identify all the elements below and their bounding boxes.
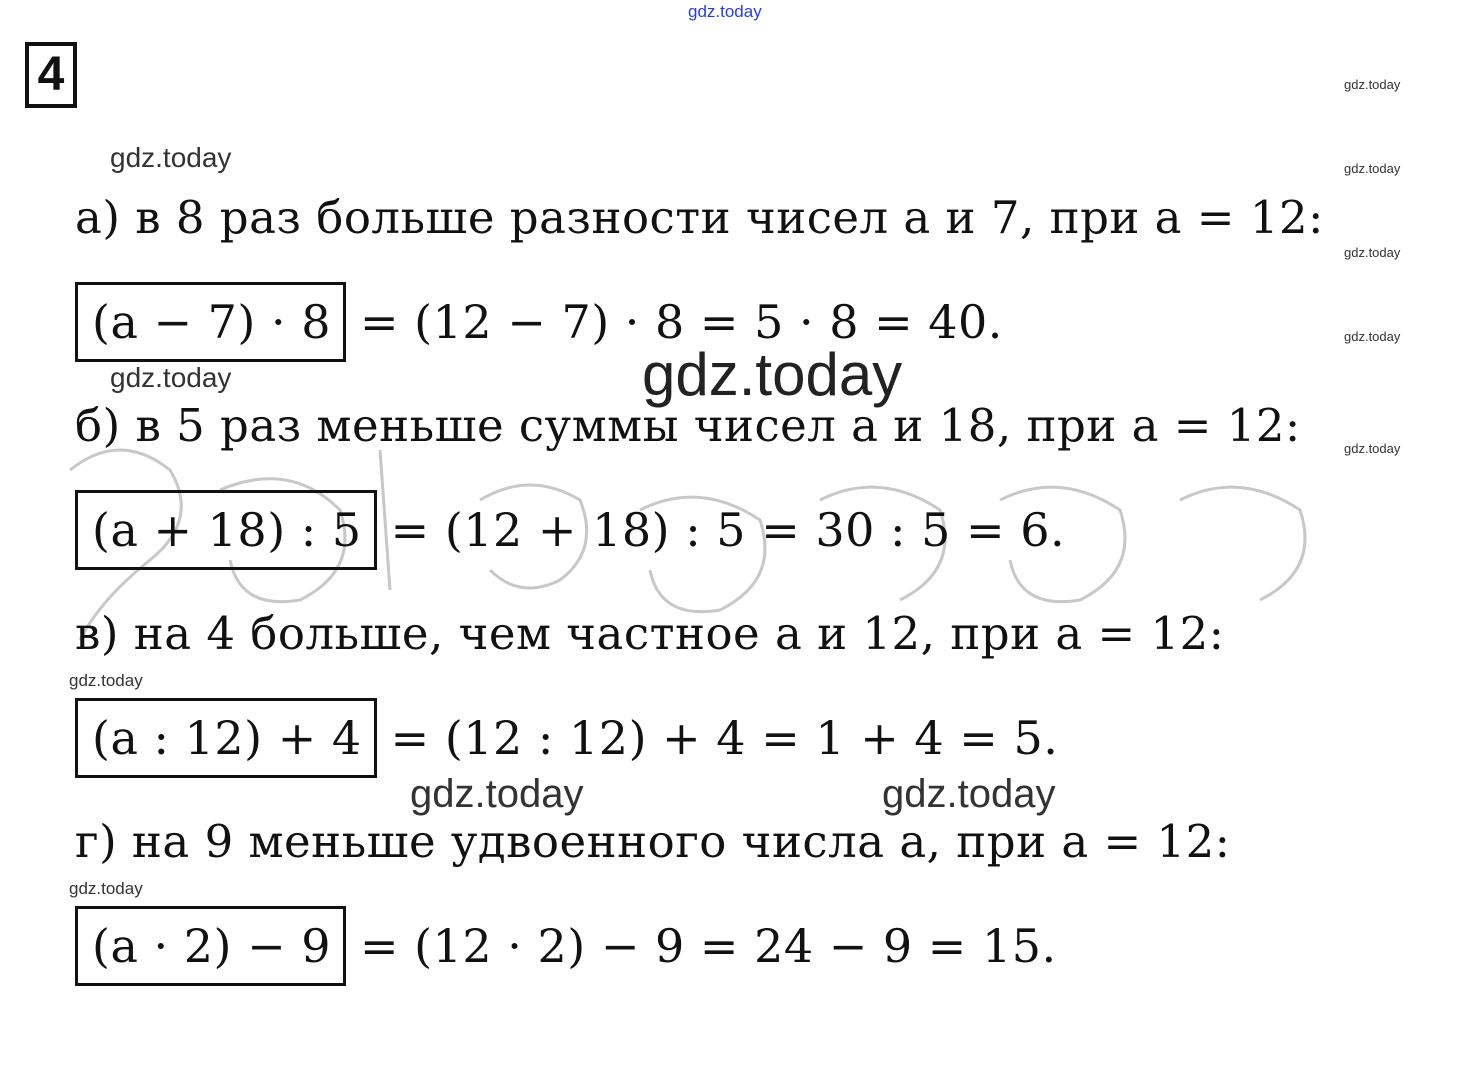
task-c-calculation: = (12 : 12) + 4 = 1 + 4 = 5. xyxy=(390,711,1059,765)
problem-number-box: 4 xyxy=(25,42,77,108)
task-b-calculation: = (12 + 18) : 5 = 30 : 5 = 6. xyxy=(390,503,1066,557)
task-a-solution xyxy=(75,282,1003,362)
watermark-right-1: gdz.today xyxy=(1344,77,1401,92)
watermark-top: gdz.today xyxy=(688,2,762,21)
task-c-statement: в) на 4 больше, чем частное a и 12, при a = 12: xyxy=(75,607,1225,660)
watermark-right-2: gdz.today xyxy=(1344,161,1401,176)
watermark-left-2: gdz.today xyxy=(110,362,232,393)
watermark-left-3: gdz.today xyxy=(69,671,143,690)
task-d-calculation: = (12 · 2) − 9 = 24 − 9 = 15. xyxy=(360,919,1057,973)
task-c-boxed-expression: (a : 12) + 4 xyxy=(75,698,377,778)
watermark-bottom-1: gdz.today xyxy=(410,772,584,816)
task-a-statement: а) в 8 раз больше разности чисел a и 7, при a = 12: xyxy=(75,191,1324,244)
task-b-statement: б) в 5 раз меньше суммы чисел a и 18, при a = 12: xyxy=(75,399,1301,452)
task-c-solution xyxy=(75,698,1058,778)
task-d-boxed-expression: (a · 2) − 9 xyxy=(75,906,346,986)
task-b-boxed-expression: (a + 18) : 5 xyxy=(75,490,377,570)
watermark-bottom-2: gdz.today xyxy=(882,772,1056,816)
watermark-right-4: gdz.today xyxy=(1344,329,1401,344)
task-d-solution xyxy=(75,906,1057,986)
watermark-right-5: gdz.today xyxy=(1344,441,1401,456)
task-a-boxed-expression: (a − 7) · 8 xyxy=(75,282,346,362)
task-b-solution xyxy=(75,490,1065,570)
task-d-statement: г) на 9 меньше удвоенного числа a, при a = 12: xyxy=(75,815,1231,868)
watermark-right-3: gdz.today xyxy=(1344,245,1401,260)
task-a-calculation: = (12 − 7) · 8 = 5 · 8 = 40. xyxy=(360,295,1003,349)
watermark-left-4: gdz.today xyxy=(69,879,143,898)
watermark-left-1: gdz.today xyxy=(110,142,232,173)
watermark-center-big: gdz.today xyxy=(642,341,903,408)
